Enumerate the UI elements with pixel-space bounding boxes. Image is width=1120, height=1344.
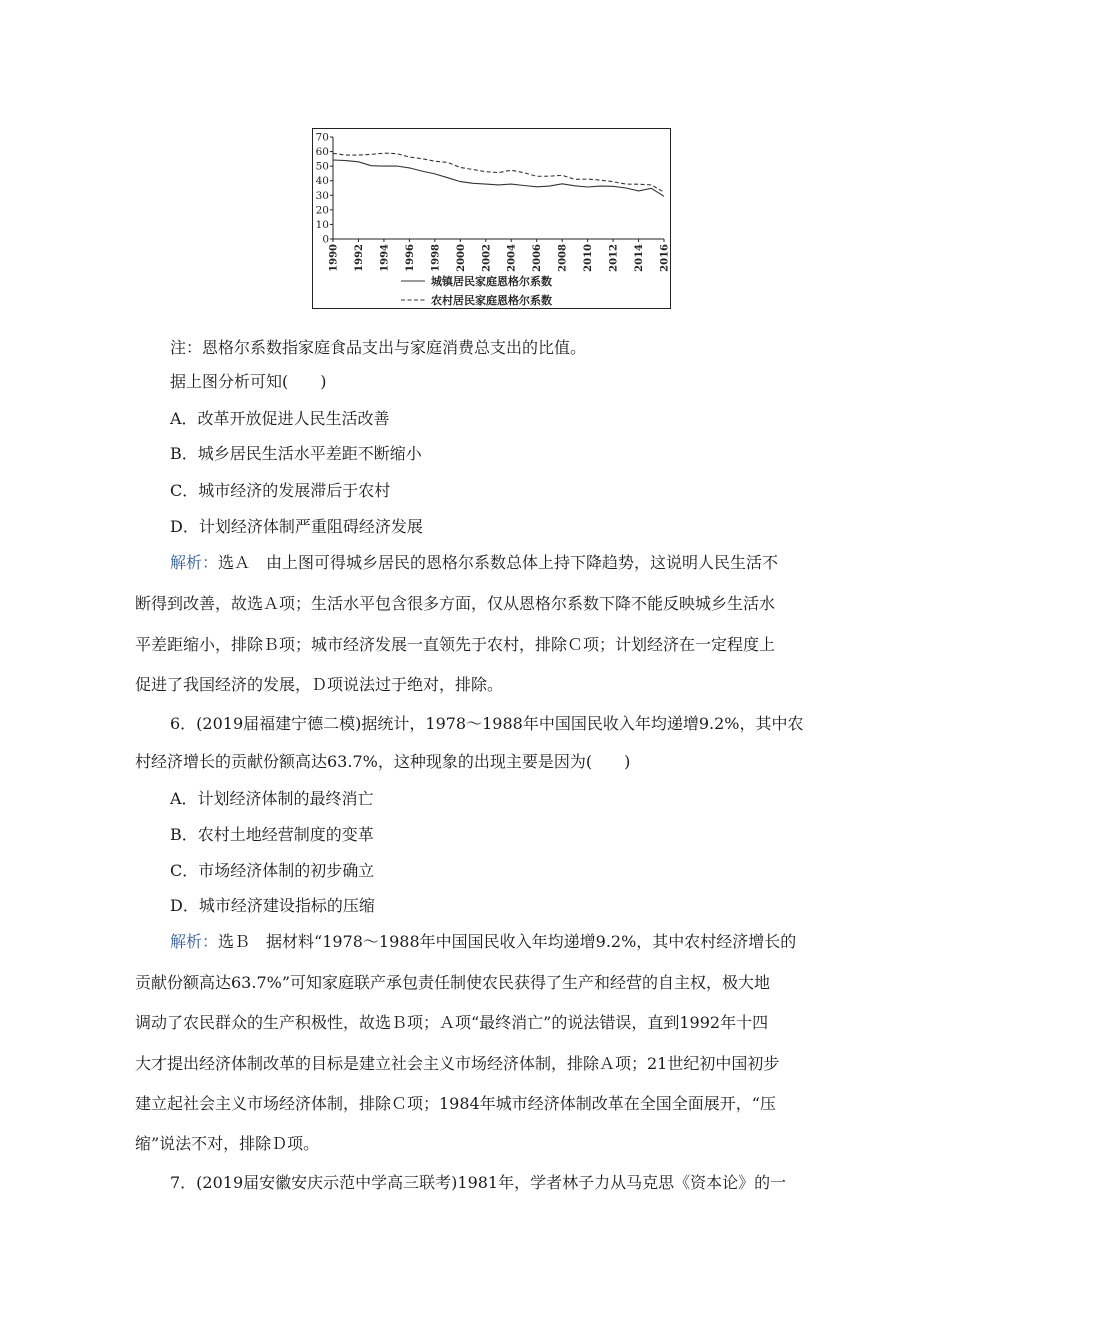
x-tick-label: 2016 [659, 244, 671, 272]
q6-option-a: A．计划经济体制的最终消亡 [170, 789, 374, 808]
q5-analysis-text-1: 选Ａ 由上图可得城乡居民的恩格尔系数总体上持下降趋势，这说明人民生活不 [218, 553, 779, 572]
y-tick-label: 40 [315, 175, 329, 188]
x-tick-label: 1990 [328, 244, 340, 272]
x-tick-label: 2008 [557, 244, 569, 272]
x-tick-label: 2006 [532, 244, 544, 272]
x-tick-label: 1996 [404, 244, 416, 272]
q6-analysis-line-2: 贡献份额高达63.7%”可知家庭联产承包责任制使农民获得了生产和经营的自主权，极大地 [135, 973, 771, 992]
x-tick-label: 2014 [634, 244, 646, 272]
q5-analysis-line-2: 断得到改善，故选Ａ项；生活水平包含很多方面，仅从恩格尔系数下降不能反映城乡生活水 [135, 594, 776, 613]
legend-label: 城镇居民家庭恩格尔系数 [431, 275, 552, 288]
x-tick-label: 2000 [455, 244, 467, 272]
q6-analysis-label: 解析： [170, 932, 219, 951]
q5-analysis-line-1 [0, 553, 1120, 573]
y-tick-label: 60 [315, 146, 329, 159]
q6-option-d: D．城市经济建设指标的压缩 [170, 896, 375, 915]
x-tick-label: 1998 [430, 244, 442, 272]
x-tick-label: 2012 [608, 244, 620, 272]
q7-stem-line-1: 7．(2019届安徽安庆示范中学高三联考)1981年，学者林子力从马克思《资本论》的一 [170, 1173, 787, 1192]
q6-analysis-line-4: 大才提出经济体制改革的目标是建立社会主义市场经济体制，排除Ａ项；21世纪初中国初步 [135, 1054, 780, 1073]
q5-analysis-label: 解析： [170, 553, 219, 572]
q6-stem-line-1: 6．(2019届福建宁德二模)据统计，1978～1988年中国国民收入年均递增9.2%，其中农 [170, 714, 804, 733]
legend-label: 农村居民家庭恩格尔系数 [431, 294, 552, 307]
y-tick-label: 20 [315, 204, 329, 217]
line-chart-svg [313, 129, 669, 307]
x-tick-label: 2004 [506, 244, 518, 272]
y-tick-label: 50 [315, 160, 329, 173]
q6-option-b: B．农村土地经营制度的变革 [170, 825, 374, 844]
q6-analysis-line-3: 调动了农民群众的生产积极性，故选Ｂ项；Ａ项“最终消亡”的说法错误，直到1992年十四 [135, 1013, 769, 1032]
x-tick-label: 1992 [353, 244, 365, 272]
q5-analysis-line-4: 促进了我国经济的发展，Ｄ项说法过于绝对，排除。 [135, 675, 504, 694]
chart-note: 注：恩格尔系数指家庭食品支出与家庭消费总支出的比值。 [170, 338, 587, 357]
y-tick-label: 70 [315, 131, 329, 144]
x-tick-label: 1994 [379, 244, 391, 272]
q5-option-b: B．城乡居民生活水平差距不断缩小 [170, 444, 422, 463]
engel-coefficient-chart [312, 128, 671, 309]
q6-analysis-line-6: 缩”说法不对，排除Ｄ项。 [135, 1134, 320, 1153]
q6-analysis-line-5: 建立起社会主义市场经济体制，排除Ｃ项；1984年城市经济体制改革在全国全面展开，“压 [135, 1094, 776, 1113]
q5-option-a: A．改革开放促进人民生活改善 [170, 409, 390, 428]
q6-option-c: C．市场经济体制的初步确立 [170, 861, 375, 880]
q5-option-d: D．计划经济体制严重阻碍经济发展 [170, 517, 423, 536]
x-tick-label: 2010 [583, 244, 595, 272]
q5-stem: 据上图分析可知( ) [170, 372, 327, 391]
y-tick-label: 30 [315, 189, 329, 202]
q6-analysis-line-1 [0, 932, 1120, 952]
y-tick-label: 0 [322, 233, 329, 246]
series-line-urban [333, 160, 664, 196]
q5-option-c: C．城市经济的发展滞后于农村 [170, 481, 391, 500]
x-tick-label: 2002 [481, 244, 493, 272]
q6-stem-line-2: 村经济增长的贡献份额高达63.7%，这种现象的出现主要是因为( ) [135, 752, 631, 771]
q6-analysis-text-1: 选Ｂ 据材料“1978～1988年中国国民收入年均递增9.2%，其中农村经济增长的 [218, 932, 797, 951]
y-tick-label: 10 [315, 218, 329, 231]
q5-analysis-line-3: 平差距缩小，排除Ｂ项；城市经济发展一直领先于农村，排除Ｃ项；计划经济在一定程度上 [135, 635, 776, 654]
